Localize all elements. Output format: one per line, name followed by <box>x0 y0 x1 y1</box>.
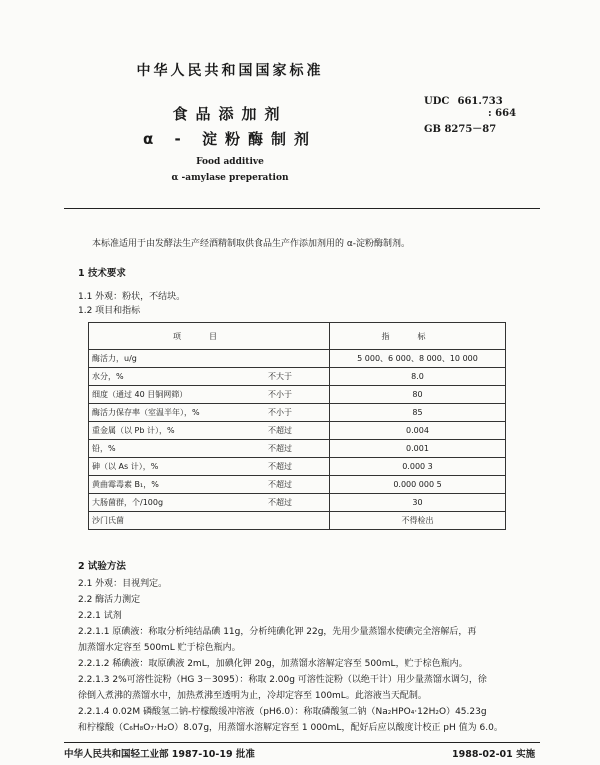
footer-divider <box>64 742 540 743</box>
row-name: 大肠菌群，个/100g <box>89 494 266 512</box>
row-limit: 不超过 <box>265 422 330 440</box>
item-2-2-1-2: 2.2.1.2 稀碘液：取原碘液 2mL，加碘化钾 20g，加蒸馏水溶解定容至 500mL，贮于棕色瓶内。 <box>78 659 468 669</box>
udc-label: UDC <box>424 96 450 107</box>
row-value: 85 <box>330 404 506 422</box>
item-2-2: 2.2 酶活力测定 <box>78 595 141 605</box>
row-limit: 不大于 <box>265 368 330 386</box>
row-limit: 不超过 <box>265 458 330 476</box>
table-row <box>89 368 506 386</box>
table-row <box>89 494 506 512</box>
row-name: 重金属（以 Pb 计），% <box>89 422 266 440</box>
row-value: 0.000 000 5 <box>330 476 506 494</box>
table-row <box>89 422 506 440</box>
item-1-2: 1.2 项目和指标 <box>78 306 141 316</box>
item-2-2-1-1-line1: 2.2.1.1 原碘液：称取分析纯结晶碘 11g，分析纯碘化钾 22g，先用少量蒸馏水使碘完全溶解后，再 <box>78 627 477 637</box>
row-value: 0.000 3 <box>330 458 506 476</box>
item-2-2-1-1-line2: 加蒸馏水定容至 500mL 贮于棕色瓶内。 <box>78 643 241 653</box>
table-row <box>89 404 506 422</box>
item-2-2-1-4-line2: 和柠檬酸（C₆H₈O₇·H₂O）8.07g，用蒸馏水溶解定容至 1 000mL，配好后应以酸度计校正 pH 值为 6.0。 <box>78 723 503 733</box>
section1-heading: 1 技术要求 <box>78 268 126 279</box>
title-cn-line1: 食品添加剂 <box>172 105 288 123</box>
title-en-line2: α -amylase preperation <box>171 173 289 183</box>
row-value: 80 <box>330 386 506 404</box>
row-name: 酶活力保存率（室温半年），% <box>89 404 266 422</box>
intro-paragraph: 本标准适用于由发酵法生产经酒精制取供食品生产作添加剂用的 α-淀粉酶制剂。 <box>92 239 411 249</box>
row-limit <box>265 350 330 368</box>
item-2-2-1: 2.2.1 试剂 <box>78 611 122 621</box>
item-2-2-1-3-line2: 徐倒入煮沸的蒸馏水中，加热煮沸至透明为止，冷却定容至 100mL。此溶液当天配制。 <box>78 691 427 701</box>
row-name: 沙门氏菌 <box>89 512 266 530</box>
row-name: 酶活力，u/g <box>89 350 266 368</box>
row-limit: 不超过 <box>265 494 330 512</box>
item-2-2-1-4-line1: 2.2.1.4 0.02M 磷酸氢二钠-柠檬酸缓冲溶液（pH6.0）：称取磷酸氢二钠（Na₂HPO₄·12H₂O）45.23g <box>78 707 487 717</box>
row-name: 黄曲霉毒素 B₁，% <box>89 476 266 494</box>
approval-note: 中华人民共和国轻工业部 1987-10-19 批准 <box>64 749 255 760</box>
row-limit: 不小于 <box>265 386 330 404</box>
row-limit: 不超过 <box>265 440 330 458</box>
row-limit: 不超过 <box>265 476 330 494</box>
spec-table <box>88 322 506 530</box>
row-name: 铅，% <box>89 440 266 458</box>
row-name: 细度（通过 40 目铜网筛） <box>89 386 266 404</box>
row-limit <box>265 512 330 530</box>
item-2-1: 2.1 外观：目视判定。 <box>78 579 168 589</box>
udc-line2: : 664 <box>488 108 517 119</box>
table-row <box>89 440 506 458</box>
row-value: 8.0 <box>330 368 506 386</box>
header-index: 指标 <box>330 323 506 350</box>
table-row <box>89 350 506 368</box>
row-value: 0.004 <box>330 422 506 440</box>
title-en-line1: Food additive <box>196 157 264 167</box>
table-header-row <box>89 323 506 350</box>
row-name: 砷（以 As 计），% <box>89 458 266 476</box>
udc-code <box>424 96 516 120</box>
row-limit: 不小于 <box>265 404 330 422</box>
table-row <box>89 386 506 404</box>
item-1-1: 1.1 外观：粉状，不结块。 <box>78 292 186 302</box>
item-2-2-1-3-line1: 2.2.1.3 2%可溶性淀粉（HG 3－3095）：称取 2.00g 可溶性淀粉（以绝干计）用少量蒸馏水调匀，徐 <box>78 675 487 685</box>
row-value: 5 000、6 000、8 000、10 000 <box>330 350 506 368</box>
standard-name: 中华人民共和国国家标准 <box>136 63 324 79</box>
table-row <box>89 512 506 530</box>
header-item: 项目 <box>89 323 330 350</box>
header-divider <box>64 208 540 209</box>
table-row <box>89 458 506 476</box>
row-value: 30 <box>330 494 506 512</box>
row-value: 0.001 <box>330 440 506 458</box>
udc-line1: 661.733 <box>457 96 503 107</box>
row-name: 水分，% <box>89 368 266 386</box>
title-cn-line2: α - 淀粉酶制剂 <box>143 130 317 148</box>
section2-heading: 2 试验方法 <box>78 561 126 572</box>
row-value: 不得检出 <box>330 512 506 530</box>
effective-date: 1988-02-01 实施 <box>452 749 536 760</box>
gb-code: GB 8275－87 <box>424 124 497 135</box>
table-row <box>89 476 506 494</box>
